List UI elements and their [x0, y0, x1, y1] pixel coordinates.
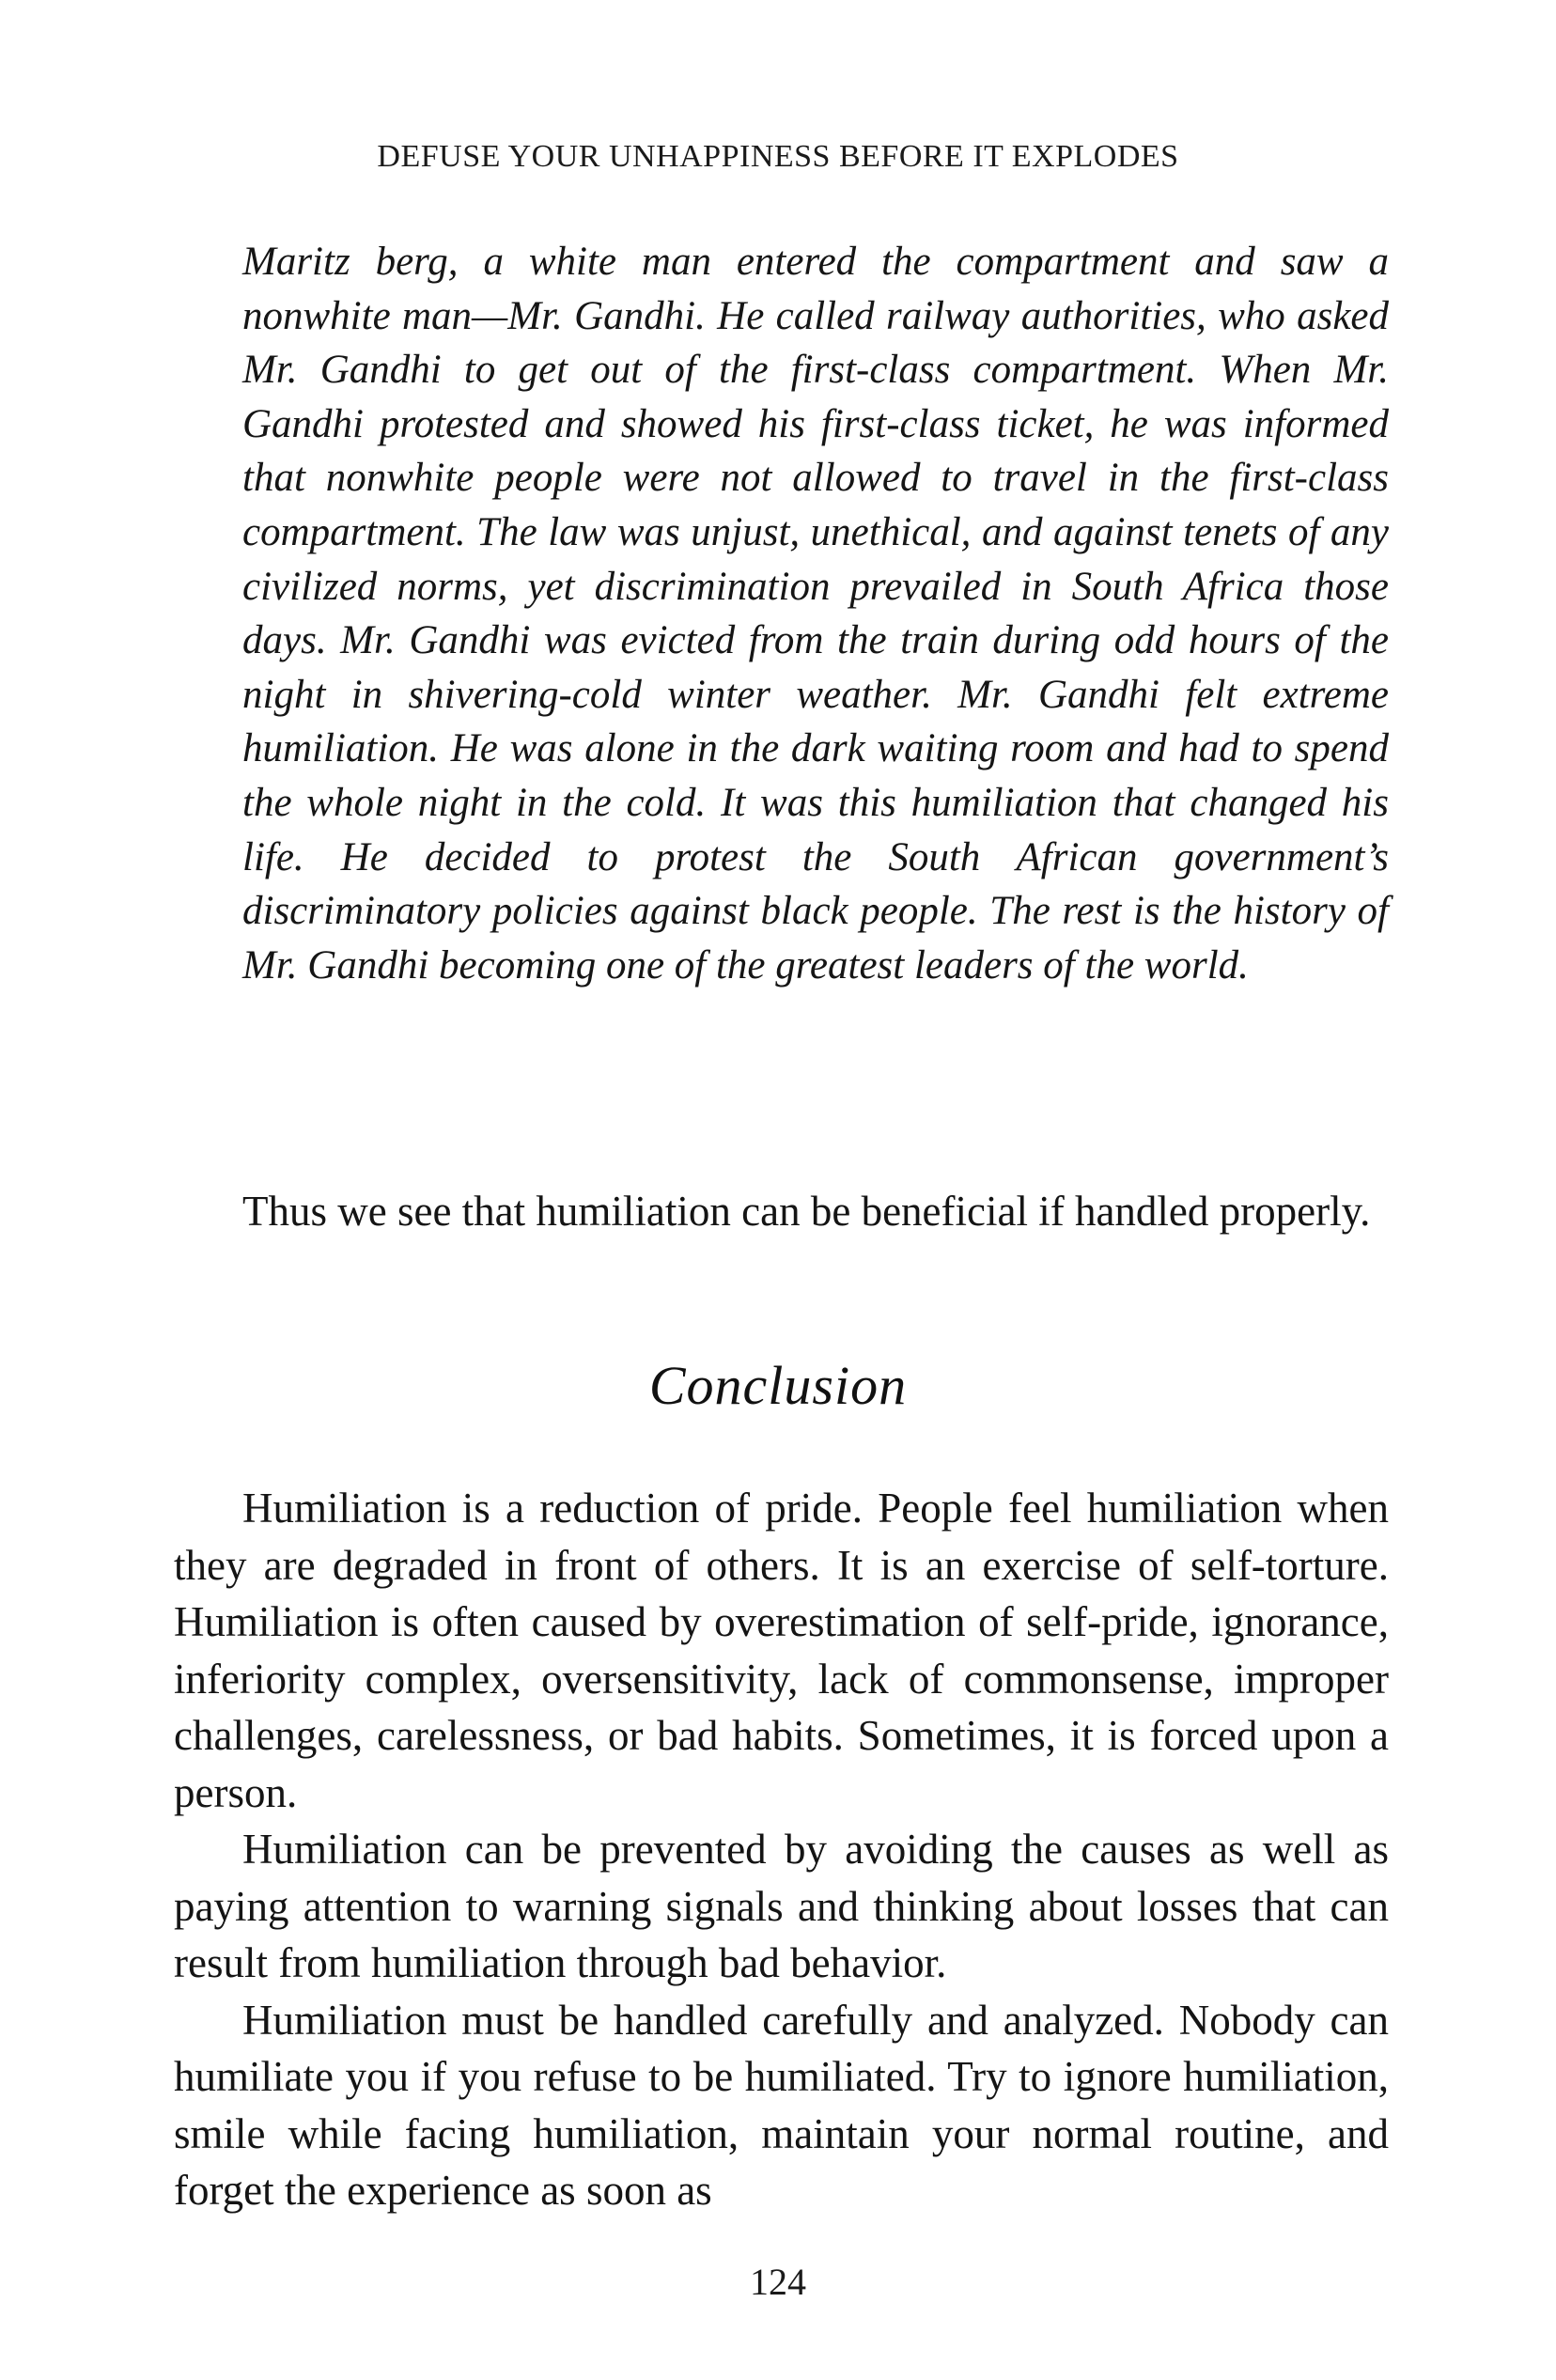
- conclusion-paragraph-1: Humiliation is a reduction of pride. People feel humiliation when they are degraded in front of others. It is an exercise of self-torture. Humiliation is often caused by overestimation of self-pride, ignorance, inferiority complex, oversensitivity, lack of commonsense, improper challenges, carelessness, or bad habits. Sometimes, it is forced upon a person.: [174, 1485, 1389, 1816]
- conclusion-paragraph-2: Humiliation can be prevented by avoiding the causes as well as paying attention to warning signals and thinking about losses that can result from humiliation through bad behavior.: [174, 1826, 1389, 1986]
- conclusion-paragraph-3: Humiliation must be handled carefully and analyzed. Nobody can humiliate you if you refuse to be humiliated. Try to ignore humiliation, smile while facing humiliation, maintain your normal routine, and forget the experience as soon as: [174, 1996, 1389, 2214]
- gandhi-anecdote-quote: [242, 235, 1389, 992]
- after-quote-paragraph: Thus we see that humiliation can be beneficial if handled properly.: [242, 1188, 1371, 1235]
- conclusion-body: [174, 1480, 1389, 2219]
- section-heading-conclusion: Conclusion: [648, 1355, 908, 1416]
- after-quote-block: [174, 1183, 1389, 1240]
- page-number: 124: [750, 2261, 806, 2303]
- quote-text: Maritz berg, a white man entered the compartment and saw a nonwhite man—Mr. Gandhi. He called railway authorities, who asked Mr. Gandhi to get out of the first-class compartment. When Mr. Gandhi protested and showed his first-class ticket, he was informed that nonwhite people were not allowed to travel in the first-class compartment. The law was unjust, unethical, and against tenets of any civilized norms, yet discrimination prevailed in South Africa those days. Mr. Gandhi was evicted from the train during odd hours of the night in shivering-cold winter weather. Mr. Gandhi felt extreme humiliation. He was alone in the dark waiting room and had to spend the whole night in the cold. It was this humiliation that changed his life. He decided to protest the South African government’s discriminatory policies against black people. The rest is the history of Mr. Gandhi becoming one of the greatest leaders of the world.: [242, 240, 1389, 988]
- running-head: DEFUSE YOUR UNHAPPINESS BEFORE IT EXPLODES: [377, 139, 1179, 174]
